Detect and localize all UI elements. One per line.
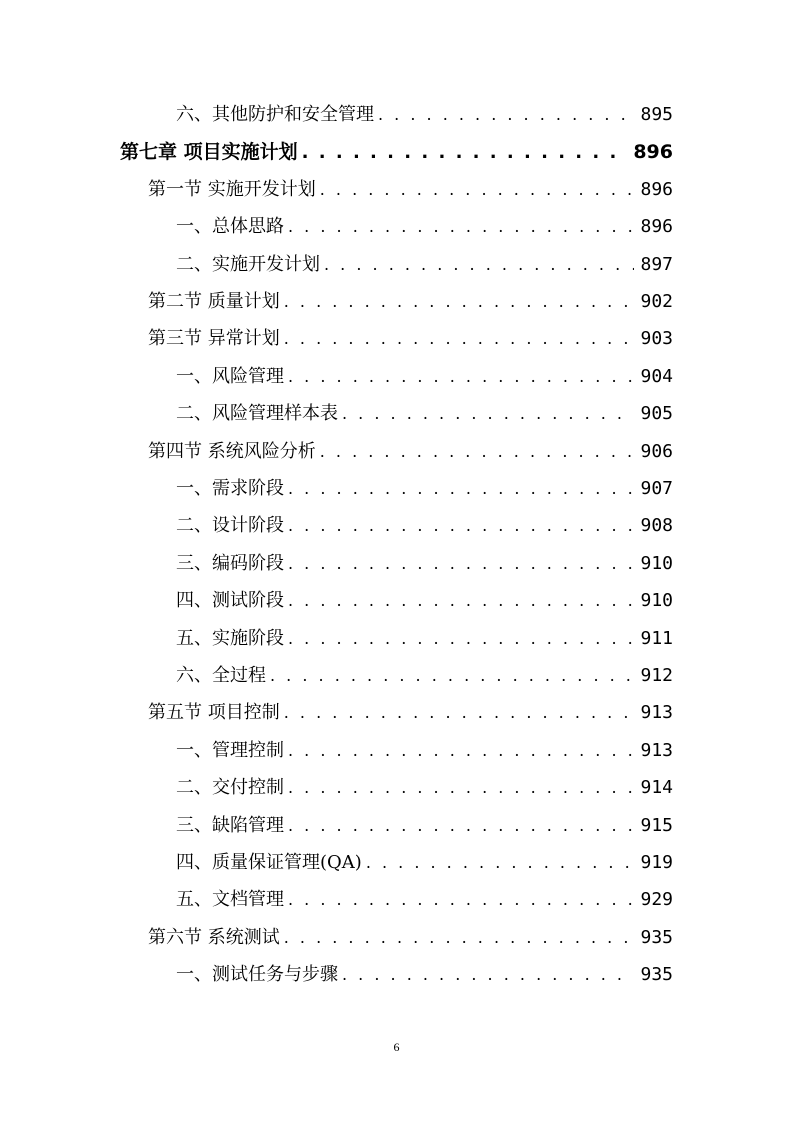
toc-entry-label: 四、测试阶段 <box>176 590 284 612</box>
toc-entry-label: 第六节 系统测试 <box>148 926 280 948</box>
toc-entry-sub[interactable] <box>176 362 673 392</box>
dot-leader <box>284 698 635 728</box>
dot-leader <box>288 549 634 579</box>
toc-entry-page: 896 <box>640 178 673 200</box>
toc-entry-page: 913 <box>640 739 673 761</box>
toc-entry-page: 935 <box>640 926 673 948</box>
toc-entry-sub[interactable] <box>176 848 673 878</box>
dot-leader <box>342 960 634 990</box>
toc-entry-section[interactable] <box>148 437 673 467</box>
toc-entry-label: 第二节 质量计划 <box>148 291 280 312</box>
toc-entry-sub[interactable] <box>176 661 673 691</box>
toc-entry-label: 一、总体思路 <box>176 216 284 238</box>
dot-leader <box>366 848 635 878</box>
toc-entry-section[interactable] <box>148 324 673 354</box>
toc-entry-sub[interactable] <box>176 773 673 803</box>
toc-entry-label: 三、编码阶段 <box>176 552 284 574</box>
toc-entry-page: 914 <box>640 777 673 799</box>
toc-entry-chapter[interactable] <box>120 137 673 167</box>
toc-entry-label: 第一节 实施开发计划 <box>148 178 316 200</box>
toc-entry-page: 935 <box>640 964 673 986</box>
dot-leader <box>288 736 634 766</box>
dot-leader <box>288 511 634 541</box>
toc-entry-page: 903 <box>640 328 673 350</box>
dot-leader <box>342 399 634 429</box>
toc-entry-label: 四、质量保证管理(QA) <box>176 852 362 873</box>
toc-entry-page: 904 <box>640 365 673 387</box>
toc-entry-label: 第四节 系统风险分析 <box>148 440 316 462</box>
toc-entry-sub[interactable] <box>176 960 673 990</box>
dot-leader <box>320 175 635 205</box>
dot-leader <box>288 474 634 504</box>
toc-entry-page: 913 <box>640 702 673 724</box>
toc-entry-page: 895 <box>640 104 673 125</box>
dot-leader <box>288 773 634 803</box>
toc-entry-label: 第三节 异常计划 <box>148 328 280 350</box>
dot-leader <box>288 362 634 392</box>
dot-leader <box>270 661 634 691</box>
toc-entry-label: 六、全过程 <box>176 665 266 686</box>
toc-entry-sub[interactable] <box>176 474 673 504</box>
dot-leader <box>378 100 634 130</box>
toc-entry-label: 五、实施阶段 <box>176 627 284 649</box>
toc-entry-page: 902 <box>640 291 673 312</box>
toc-entry-page: 910 <box>640 590 673 612</box>
toc-entry-label: 三、缺陷管理 <box>176 814 284 836</box>
toc-entry-section[interactable] <box>148 698 673 728</box>
dot-leader <box>284 324 635 354</box>
dot-leader <box>284 287 635 317</box>
toc-entry-label: 一、需求阶段 <box>176 478 284 499</box>
toc-entry-label: 第七章 项目实施计划 <box>120 141 298 164</box>
toc-entry-sub[interactable] <box>176 624 673 654</box>
toc-entry-label: 一、管理控制 <box>176 739 284 761</box>
dot-leader <box>288 885 634 915</box>
toc-entry-label: 一、风险管理 <box>176 365 284 387</box>
dot-leader <box>288 811 634 841</box>
dot-leader <box>284 923 635 953</box>
toc-entry-section[interactable] <box>148 287 673 317</box>
toc-entry-sub[interactable] <box>176 511 673 541</box>
toc-entry-page: 915 <box>640 814 673 836</box>
toc-entry-sub[interactable] <box>176 212 673 242</box>
toc-entry-label: 六、其他防护和安全管理 <box>176 104 374 125</box>
toc-entry-page: 906 <box>640 440 673 462</box>
toc-entry-section[interactable] <box>148 923 673 953</box>
toc-entry-section[interactable] <box>148 175 673 205</box>
toc-entry-label: 五、文档管理 <box>176 889 284 911</box>
toc-entry-sub[interactable] <box>176 811 673 841</box>
toc-entry-page: 907 <box>640 478 673 499</box>
page-number: 6 <box>393 1040 400 1054</box>
toc-entry-page: 908 <box>640 515 673 537</box>
toc-entry-page: 929 <box>640 889 673 911</box>
toc-entry-sub[interactable] <box>176 250 673 280</box>
toc-entry-label: 二、设计阶段 <box>176 515 284 537</box>
dot-leader <box>288 624 634 654</box>
toc-entry-sub[interactable] <box>176 885 673 915</box>
dot-leader <box>288 212 634 242</box>
toc-entry-sub[interactable] <box>176 586 673 616</box>
toc-entry-sub[interactable] <box>176 736 673 766</box>
dot-leader <box>320 437 635 467</box>
toc-entry-page: 919 <box>640 852 673 873</box>
toc-entry-label: 第五节 项目控制 <box>148 702 280 724</box>
toc-entry-label: 二、风险管理样本表 <box>176 403 338 425</box>
toc-entry-label: 一、测试任务与步骤 <box>176 964 338 986</box>
toc-entry-sub[interactable] <box>176 100 673 130</box>
toc-entry-sub[interactable] <box>176 549 673 579</box>
dot-leader <box>324 250 634 280</box>
dot-leader <box>288 586 634 616</box>
toc-entry-page: 896 <box>633 141 673 164</box>
toc-entry-page: 912 <box>640 665 673 686</box>
toc-entry-page: 897 <box>640 253 673 275</box>
toc-entry-sub[interactable] <box>176 399 673 429</box>
toc-entry-page: 911 <box>640 627 673 649</box>
dot-leader <box>302 138 628 168</box>
toc-entry-page: 905 <box>640 403 673 425</box>
toc-entry-page: 896 <box>640 216 673 238</box>
toc-entry-page: 910 <box>640 552 673 574</box>
toc-entry-label: 二、实施开发计划 <box>176 253 320 275</box>
toc-entry-label: 二、交付控制 <box>176 777 284 799</box>
